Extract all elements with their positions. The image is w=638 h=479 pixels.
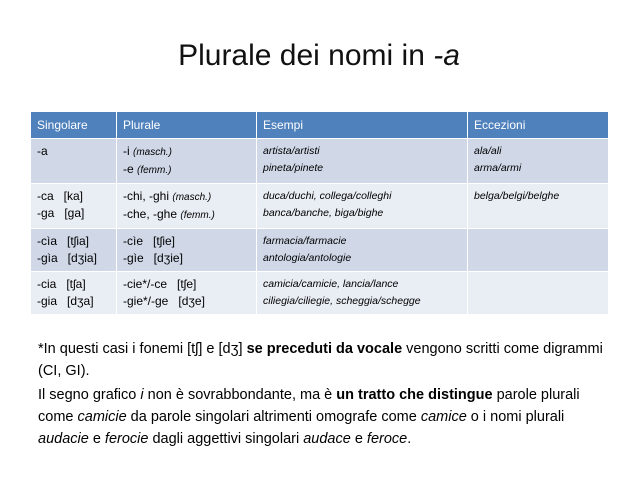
note-digraph [38,338,610,382]
note-bold: un tratto che distingue [336,387,493,403]
plur-line [123,188,250,206]
plural-rules-table [30,111,609,315]
cell-singolare [31,272,117,315]
note-text: da parole singolari altrimenti omografe come [126,409,421,425]
note-text: non è sovrabbondante, ma è [143,387,337,403]
cell-singolare [31,229,117,272]
note-bold: se preceduti da vocale [246,341,403,357]
note-italic: i [140,387,144,403]
note-text: e [88,431,105,447]
cell-esempi [257,229,468,272]
cell-esempi [257,272,468,315]
header-singolare: Singolare [31,112,117,139]
sing-line: -a [37,144,48,158]
plur-line [123,143,250,161]
cell-plurale [117,184,257,229]
gender-note: (masch.) [133,147,172,158]
cell-plurale [117,272,257,315]
plur-form: -i [123,144,130,158]
note-italic: audacie [38,431,89,447]
example-line: farmacia/farmacie [263,235,347,247]
note-grapheme-i [38,384,610,450]
plur-line [123,293,250,310]
header-eccezioni: Eccezioni [468,112,609,139]
sing-line: -cìa [tʃia] [37,234,90,248]
example-line: ciliegia/ciliegie, scheggia/schegge [263,295,421,307]
note-italic: ferocie [104,431,149,447]
table-row [31,184,609,229]
sing-line: -ca [ka] [37,189,84,203]
title-main: Plurale dei nomi in [178,39,434,72]
sing-line: -gia [dʒa] [37,294,94,308]
note-text: e [350,431,367,447]
header-plurale: Plurale [117,112,257,139]
sing-line: -cia [tʃa] [37,277,86,291]
table-body [31,139,609,315]
note-text: vengono scritti come digrammi (CI, GI). [38,341,603,379]
example-line: camicia/camicie, lancia/lance [263,278,399,290]
title-suffix: -a [433,39,460,72]
exception-line: arma/armi [474,162,522,174]
note-italic: camicie [77,409,127,425]
cell-eccezioni [468,272,609,315]
cell-singolare [31,184,117,229]
table-row [31,139,609,184]
example-line: pineta/pinete [263,162,324,174]
gender-note: (femm.) [137,165,172,176]
note-text: Il segno grafico [38,387,141,403]
cell-eccezioni [468,229,609,272]
plur-line [123,276,250,293]
note-text: . [407,431,412,447]
plur-line [123,250,250,267]
cell-eccezioni [468,184,609,229]
plur-line [123,206,250,224]
page-title [0,36,638,76]
cell-eccezioni [468,139,609,184]
cell-singolare [31,139,117,184]
example-line: artista/artisti [263,145,320,157]
plur-form: -cìe [tʃie] [123,234,176,248]
table-row [31,272,609,315]
plur-form: -che, -ghe [123,207,178,221]
cell-plurale [117,139,257,184]
note-text: dagli aggettivi singolari [148,431,304,447]
example-line: duca/duchi, collega/colleghi [263,190,392,202]
plur-form: -chi, -ghi [123,189,170,203]
exception-line: belga/belgi/belghe [474,190,560,202]
table-row [31,229,609,272]
example-line: antologia/antologie [263,252,352,264]
note-italic: feroce [366,431,408,447]
note-italic: audace [303,431,351,447]
plur-form: -cie*/-ce [tʃe] [123,277,197,291]
notes-section [38,338,610,452]
sing-line: -ga [ga] [37,206,85,220]
cell-esempi [257,139,468,184]
plur-form: -e [123,162,134,176]
plur-form: -gìe [dʒie] [123,251,183,265]
note-text: o i nomi plurali [466,409,565,425]
gender-note: (masch.) [172,192,212,203]
header-esempi: Esempi [257,112,468,139]
note-italic: camice [420,409,467,425]
plur-form: -gie*/-ge [dʒe] [123,294,205,308]
table-header-row [31,112,609,139]
cell-plurale [117,229,257,272]
exception-line: ala/ali [474,145,502,157]
cell-esempi [257,184,468,229]
note-text: *In questi casi i fonemi [tʃ] e [dʒ] [38,341,247,357]
sing-line: -gìa [dʒia] [37,251,97,265]
plur-line [123,161,250,179]
note-text: parole plurali come [38,387,580,425]
example-line: banca/banche, biga/bighe [263,207,384,219]
plur-line [123,233,250,250]
gender-note: (femm.) [180,210,215,221]
